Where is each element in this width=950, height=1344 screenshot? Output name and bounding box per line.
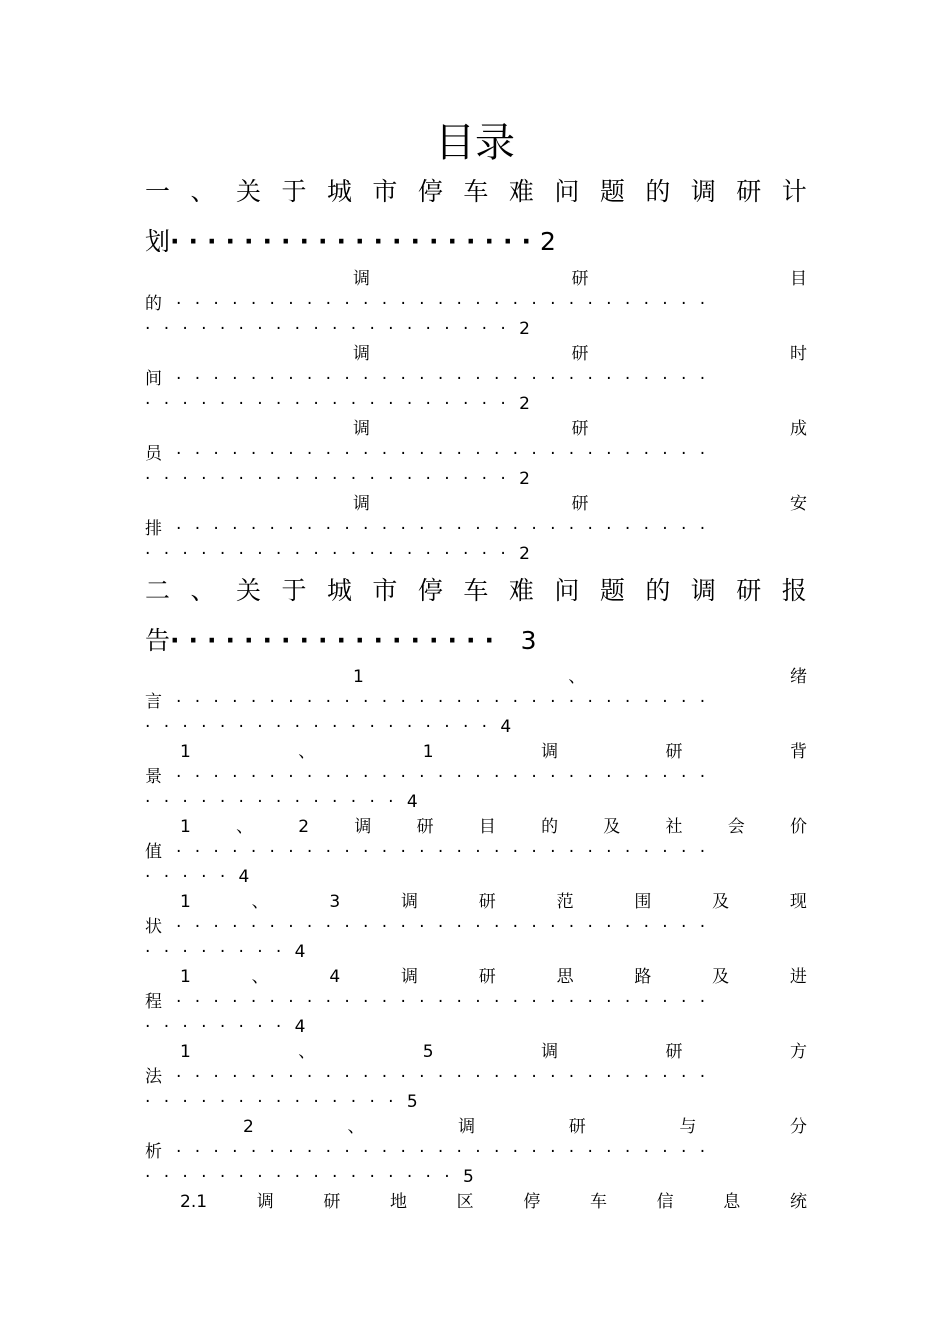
section1-heading-tail bbox=[145, 226, 556, 258]
heading-char: 报 bbox=[781, 576, 807, 605]
heading-char: 调 bbox=[690, 177, 716, 206]
toc-entry-word: 的 bbox=[541, 817, 559, 837]
heading-char: 、 bbox=[190, 177, 216, 206]
heading-char: 难 bbox=[508, 576, 534, 605]
toc-entry-word: 现 bbox=[789, 892, 807, 912]
toc-entry-word: 、 bbox=[251, 967, 269, 987]
toc-entry-leader bbox=[145, 766, 807, 788]
toc-entry-word: 范 bbox=[556, 892, 574, 912]
toc-entry-line bbox=[353, 493, 807, 515]
page-number: 3 bbox=[520, 626, 537, 655]
leader-dots: ·················· bbox=[170, 626, 521, 655]
toc-entry-end bbox=[145, 393, 530, 415]
heading-char: 城 bbox=[326, 177, 352, 206]
heading-char: 车 bbox=[463, 576, 489, 605]
page-number: 4 bbox=[406, 792, 418, 812]
section2-heading bbox=[145, 575, 807, 607]
leader-dots: ···················· bbox=[145, 469, 520, 489]
heading-char: 难 bbox=[508, 177, 534, 206]
page-title: 目录 bbox=[435, 120, 515, 166]
page-number: 4 bbox=[500, 717, 512, 737]
toc-entry-end bbox=[145, 791, 418, 813]
toc-entry-word: 背 bbox=[790, 742, 807, 762]
toc-entry-word: 1 bbox=[180, 967, 191, 987]
toc-entry-word: 研 bbox=[665, 742, 683, 762]
toc-entry-word: 分 bbox=[789, 1117, 807, 1137]
toc-entry-word: 车 bbox=[589, 1192, 607, 1212]
page-number: 2 bbox=[519, 469, 530, 489]
heading-char: 研 bbox=[736, 576, 762, 605]
toc-entry-line bbox=[180, 966, 807, 988]
leader-dots: ···················· bbox=[170, 227, 540, 256]
toc-entry-word: 1 bbox=[180, 817, 191, 837]
toc-entry-word: 成 bbox=[790, 419, 807, 439]
toc-entry-end bbox=[145, 1091, 418, 1113]
toc-entry-word: 3 bbox=[329, 892, 341, 912]
heading-char: 停 bbox=[417, 576, 443, 605]
toc-entry-leader bbox=[145, 691, 807, 713]
toc-entry-word: 、 bbox=[347, 1117, 365, 1137]
leader-dots: ····························· bbox=[176, 294, 719, 314]
leader-dots: ···················· bbox=[145, 544, 520, 564]
page-number: 2 bbox=[519, 394, 530, 414]
heading-char: 于 bbox=[281, 576, 307, 605]
toc-entry-end bbox=[145, 1166, 474, 1188]
leader-dots: ····························· bbox=[176, 692, 719, 712]
leader-dots: ····························· bbox=[176, 444, 719, 464]
toc-entry-leader bbox=[145, 841, 807, 863]
toc-entry-word: 研 bbox=[478, 967, 496, 987]
toc-entry-word: 目 bbox=[478, 817, 496, 837]
heading-tail-char: 划 bbox=[145, 227, 171, 256]
page-number: 2 bbox=[519, 544, 530, 564]
heading-tail-char: 告 bbox=[145, 626, 171, 655]
toc-entry-word: 时 bbox=[790, 344, 807, 364]
toc-entry-word: 信 bbox=[656, 1192, 674, 1212]
toc-entry-word: 1 bbox=[180, 742, 191, 762]
toc-entry-end bbox=[145, 866, 249, 888]
toc-entry-word: 思 bbox=[556, 967, 574, 987]
toc-entry-word: 1 bbox=[180, 892, 191, 912]
heading-char: 车 bbox=[463, 177, 489, 206]
toc-entry-word: 5 bbox=[422, 1042, 434, 1062]
toc-entry-word: 目 bbox=[790, 269, 807, 289]
page-number: 2 bbox=[519, 319, 530, 339]
toc-entry-word: 路 bbox=[634, 967, 652, 987]
heading-char: 二 bbox=[145, 576, 171, 605]
page-number: 5 bbox=[406, 1092, 418, 1112]
toc-entry-word: 与 bbox=[679, 1117, 697, 1137]
toc-entry-word: 调 bbox=[541, 1042, 559, 1062]
toc-entry-tail: 程 bbox=[145, 992, 162, 1012]
leader-dots: ····························· bbox=[176, 842, 719, 862]
toc-entry-word: 调 bbox=[354, 817, 372, 837]
toc-entry-word: 调 bbox=[256, 1192, 274, 1212]
leader-dots: ····························· bbox=[176, 992, 719, 1012]
page-number: 2 bbox=[539, 227, 556, 256]
toc-entry-word: 、 bbox=[298, 1042, 316, 1062]
page-number: 4 bbox=[238, 867, 250, 887]
toc-entry-tail: 间 bbox=[145, 369, 162, 389]
toc-entry-line bbox=[353, 343, 807, 365]
toc-entry-leader bbox=[145, 293, 807, 315]
toc-entry-line bbox=[180, 1191, 807, 1213]
heading-char: 于 bbox=[281, 177, 307, 206]
toc-entry-leader bbox=[145, 1141, 807, 1163]
toc-entry-tail: 值 bbox=[145, 842, 162, 862]
leader-dots: ··················· bbox=[145, 717, 501, 737]
toc-entry-word: 调 bbox=[401, 892, 418, 912]
leader-dots: ···················· bbox=[145, 394, 520, 414]
toc-entry-word: 研 bbox=[323, 1192, 341, 1212]
toc-entry-word: 停 bbox=[523, 1192, 541, 1212]
toc-entry-tail: 析 bbox=[145, 1142, 162, 1162]
toc-entry-word: 2.1 bbox=[180, 1192, 208, 1212]
toc-entry-word: 、 bbox=[298, 742, 316, 762]
toc-entry-word: 、 bbox=[251, 892, 269, 912]
toc-entry-end bbox=[145, 543, 530, 565]
toc-entry-line bbox=[180, 741, 807, 763]
leader-dots: ········ bbox=[145, 942, 295, 962]
toc-entry-word: 及 bbox=[712, 892, 730, 912]
toc-entry-end bbox=[145, 468, 530, 490]
heading-char: 问 bbox=[554, 177, 580, 206]
toc-entry-word: 调 bbox=[458, 1117, 476, 1137]
heading-char: 问 bbox=[554, 576, 580, 605]
heading-char: 的 bbox=[645, 576, 671, 605]
page-number: 4 bbox=[294, 942, 306, 962]
toc-entry-leader bbox=[145, 916, 807, 938]
toc-entry-line bbox=[180, 891, 807, 913]
toc-entry-word: 及 bbox=[603, 817, 621, 837]
toc-entry-tail: 的 bbox=[145, 294, 162, 314]
toc-entry-tail: 状 bbox=[145, 917, 162, 937]
leader-dots: ·············· bbox=[145, 1092, 407, 1112]
heading-char: 停 bbox=[417, 177, 443, 206]
toc-entry-word: 地 bbox=[390, 1192, 408, 1212]
toc-entry-word: 统 bbox=[789, 1192, 807, 1212]
leader-dots: ········ bbox=[145, 1017, 295, 1037]
page-number: 4 bbox=[294, 1017, 306, 1037]
leader-dots: ····· bbox=[145, 867, 239, 887]
heading-char: 城 bbox=[326, 576, 352, 605]
toc-entry-word: 进 bbox=[789, 967, 807, 987]
toc-entry-line bbox=[353, 666, 807, 688]
toc-entry-leader bbox=[145, 991, 807, 1013]
toc-entry-end bbox=[145, 941, 305, 963]
leader-dots: ····························· bbox=[176, 767, 719, 787]
toc-entry-word: 研 bbox=[571, 494, 589, 514]
toc-entry-word: 研 bbox=[478, 892, 496, 912]
toc-entry-word: 价 bbox=[790, 817, 807, 837]
toc-entry-word: 研 bbox=[571, 269, 589, 289]
toc-entry-word: 4 bbox=[329, 967, 341, 987]
toc-entry-word: 会 bbox=[727, 817, 745, 837]
toc-entry-word: 息 bbox=[723, 1192, 741, 1212]
heading-char: 调 bbox=[690, 576, 716, 605]
toc-entry-word: 围 bbox=[634, 892, 652, 912]
toc-entry-line bbox=[353, 268, 807, 290]
toc-entry-tail: 法 bbox=[145, 1067, 162, 1087]
toc-entry-word: 研 bbox=[568, 1117, 586, 1137]
heading-char: 研 bbox=[736, 177, 762, 206]
toc-entry-leader bbox=[145, 518, 807, 540]
toc-entry-leader bbox=[145, 443, 807, 465]
toc-entry-word: 研 bbox=[665, 1042, 683, 1062]
leader-dots: ····························· bbox=[176, 1142, 719, 1162]
toc-entry-word: 2 bbox=[243, 1117, 254, 1137]
leader-dots: ····························· bbox=[176, 519, 719, 539]
toc-entry-word: 安 bbox=[790, 494, 807, 514]
toc-entry-word: 调 bbox=[353, 419, 370, 439]
toc-entry-leader bbox=[145, 1066, 807, 1088]
toc-entry-word: 调 bbox=[541, 742, 559, 762]
toc-entry-tail: 景 bbox=[145, 767, 162, 787]
toc-entry-tail: 排 bbox=[145, 519, 162, 539]
leader-dots: ················· bbox=[145, 1167, 463, 1187]
leader-dots: ····························· bbox=[176, 369, 719, 389]
toc-entry-word: 调 bbox=[353, 269, 370, 289]
toc-entry-line bbox=[180, 1041, 807, 1063]
toc-entry-line bbox=[180, 816, 807, 838]
toc-entry-word: 方 bbox=[790, 1042, 807, 1062]
heading-char: 市 bbox=[372, 177, 398, 206]
heading-char: 、 bbox=[190, 576, 216, 605]
page-number: 5 bbox=[462, 1167, 474, 1187]
heading-char: 的 bbox=[645, 177, 671, 206]
toc-entry-end bbox=[145, 318, 530, 340]
toc-entry-end bbox=[145, 716, 511, 738]
heading-char: 计 bbox=[781, 177, 807, 206]
toc-entry-word: 研 bbox=[416, 817, 434, 837]
section1-heading bbox=[145, 176, 807, 208]
heading-char: 题 bbox=[599, 576, 625, 605]
toc-entry-word: 绪 bbox=[789, 667, 807, 687]
toc-entry-word: 调 bbox=[353, 344, 370, 364]
heading-char: 关 bbox=[235, 177, 261, 206]
heading-char: 市 bbox=[372, 576, 398, 605]
leader-dots: ···················· bbox=[145, 319, 520, 339]
toc-entry-word: 、 bbox=[236, 817, 254, 837]
toc-entry-word: 研 bbox=[571, 344, 589, 364]
toc-entry-leader bbox=[145, 368, 807, 390]
toc-entry-word: 调 bbox=[353, 494, 370, 514]
toc-entry-word: 1 bbox=[180, 1042, 191, 1062]
toc-entry-word: 社 bbox=[665, 817, 683, 837]
toc-entry-word: 1 bbox=[422, 742, 434, 762]
toc-entry-tail: 言 bbox=[145, 692, 162, 712]
toc-entry-word: 调 bbox=[401, 967, 418, 987]
heading-char: 题 bbox=[599, 177, 625, 206]
toc-entry-word: 1 bbox=[353, 667, 364, 687]
leader-dots: ····························· bbox=[176, 917, 719, 937]
leader-dots: ·············· bbox=[145, 792, 407, 812]
toc-entry-word: 、 bbox=[568, 667, 586, 687]
heading-char: 一 bbox=[145, 177, 171, 206]
toc-entry-line bbox=[243, 1116, 807, 1138]
section2-heading-tail bbox=[145, 625, 537, 657]
toc-entry-word: 研 bbox=[571, 419, 589, 439]
heading-char: 关 bbox=[235, 576, 261, 605]
toc-entry-word: 及 bbox=[712, 967, 730, 987]
toc-entry-word: 区 bbox=[456, 1192, 474, 1212]
leader-dots: ····························· bbox=[176, 1067, 719, 1087]
toc-entry-tail: 员 bbox=[145, 444, 162, 464]
toc-entry-end bbox=[145, 1016, 305, 1038]
toc-entry-word: 2 bbox=[298, 817, 310, 837]
toc-entry-line bbox=[353, 418, 807, 440]
